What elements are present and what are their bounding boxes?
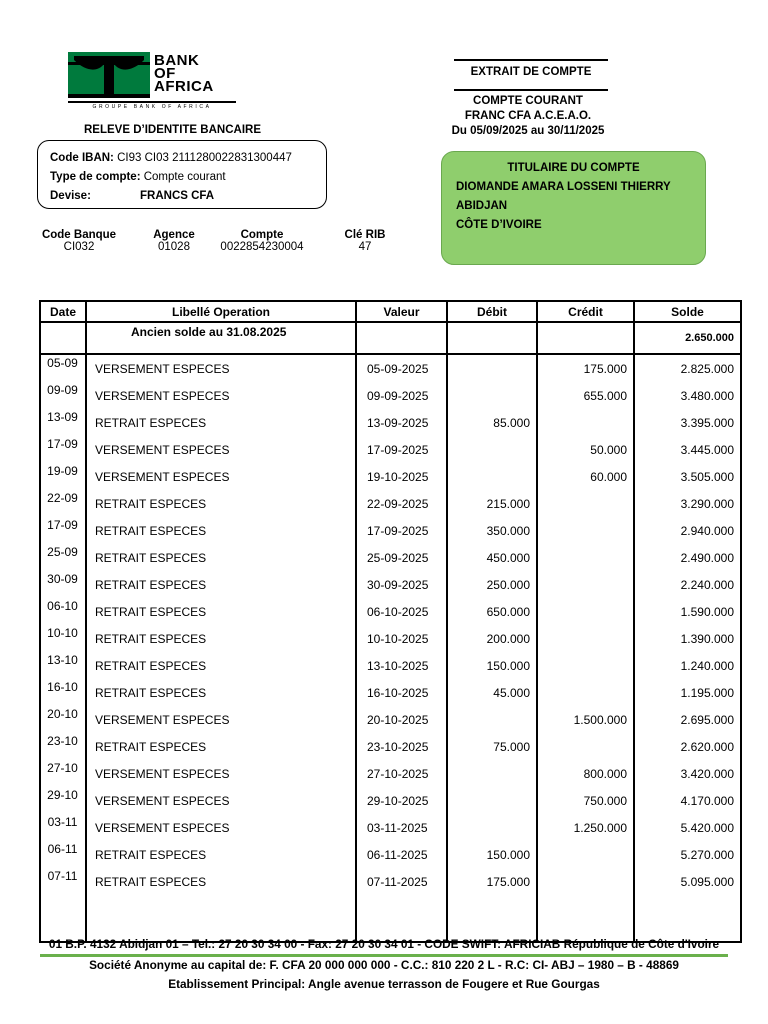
table-row <box>40 490 741 517</box>
tx-value-date: 13-09-2025 <box>356 409 447 436</box>
code-banque-label: Code Banque <box>41 229 117 241</box>
tx-balance: 2.240.000 <box>634 571 741 598</box>
table-row <box>40 598 741 625</box>
tx-date: 10-10 <box>40 625 86 652</box>
tx-date: 13-09 <box>40 409 86 436</box>
tx-debit: 85.000 <box>447 409 537 436</box>
tx-label: VERSEMENT ESPECES <box>86 706 356 733</box>
table-row <box>40 679 741 706</box>
rib-agence <box>146 229 202 253</box>
table-row <box>40 625 741 652</box>
tx-credit <box>537 733 634 760</box>
tx-debit <box>447 382 537 409</box>
opening-balance-value: 2.650.000 <box>634 322 741 354</box>
table-empty-row <box>40 895 741 942</box>
tx-label: VERSEMENT ESPECES <box>86 463 356 490</box>
iban-label: Code IBAN: <box>50 152 114 164</box>
tx-value-date: 06-10-2025 <box>356 598 447 625</box>
table-header-row <box>40 301 741 322</box>
tx-balance: 3.445.000 <box>634 436 741 463</box>
tx-debit <box>447 354 537 382</box>
bank-name-line: AFRICA <box>154 78 214 95</box>
footer-divider <box>40 954 728 957</box>
tx-credit: 1.500.000 <box>537 706 634 733</box>
tx-label: RETRAIT ESPECES <box>86 841 356 868</box>
account-kind: COMPTE COURANT <box>473 95 583 107</box>
bank-name-line: BANK <box>154 52 200 69</box>
tx-balance: 2.695.000 <box>634 706 741 733</box>
bank-group: GROUPE BANK OF AFRICA <box>92 104 212 110</box>
tx-credit <box>537 652 634 679</box>
tx-credit <box>537 679 634 706</box>
iban-value: CI93 CI03 2111280022831300447 <box>117 152 292 164</box>
footer-legal: Société Anonyme au capital de: F. CFA 20 000 000 000 - C.C.: 810 220 2 L - R.C: CI- ABJ – 1980 – B - 48869 <box>89 958 679 972</box>
tx-date: 29-10 <box>40 787 86 814</box>
tx-balance: 1.240.000 <box>634 652 741 679</box>
tx-credit <box>537 598 634 625</box>
table-row <box>40 463 741 490</box>
cle-label: Clé RIB <box>344 229 386 241</box>
tx-date: 19-09 <box>40 463 86 490</box>
tx-label: RETRAIT ESPECES <box>86 625 356 652</box>
col-header-solde: Solde <box>634 301 741 322</box>
holder-title: TITULAIRE DU COMPTE <box>507 162 640 174</box>
footer-contact: 01 B.P. 4132 Abidjan 01 – Tel.: 27 20 30 34 00 - Fax: 27 20 30 34 01 - CODE SWIFT: AFRICIAB République de Côte d'Ivoire <box>48 937 720 951</box>
tx-date: 20-10 <box>40 706 86 733</box>
table-row <box>40 436 741 463</box>
tx-balance: 3.420.000 <box>634 760 741 787</box>
tx-debit <box>447 436 537 463</box>
tx-balance: 3.505.000 <box>634 463 741 490</box>
rib-code-banque <box>40 229 118 253</box>
tx-value-date: 09-09-2025 <box>356 382 447 409</box>
bank-name-line: OF <box>154 65 176 82</box>
table-row <box>40 409 741 436</box>
tx-value-date: 17-09-2025 <box>356 517 447 544</box>
holder-name: DIOMANDE AMARA LOSSENI THIERRY <box>456 181 671 193</box>
tx-debit <box>447 760 537 787</box>
col-header-credit: Crédit <box>537 301 634 322</box>
tx-value-date: 05-09-2025 <box>356 354 447 382</box>
footer-address: Etablissement Principal: Angle avenue terrasson de Fougere et Rue Gourgas <box>168 977 600 991</box>
tx-label: VERSEMENT ESPECES <box>86 760 356 787</box>
table-row <box>40 787 741 814</box>
account-holder-box <box>441 151 706 265</box>
tx-credit: 175.000 <box>537 354 634 382</box>
table-row <box>40 814 741 841</box>
tx-credit <box>537 490 634 517</box>
statement-info <box>430 94 626 139</box>
tx-value-date: 29-10-2025 <box>356 787 447 814</box>
logo-divider <box>68 101 236 103</box>
tx-value-date: 30-09-2025 <box>356 571 447 598</box>
tx-credit <box>537 625 634 652</box>
tx-value-date: 23-10-2025 <box>356 733 447 760</box>
tx-label: VERSEMENT ESPECES <box>86 354 356 382</box>
tx-debit: 150.000 <box>447 652 537 679</box>
tx-value-date: 07-11-2025 <box>356 868 447 895</box>
tx-value-date: 25-09-2025 <box>356 544 447 571</box>
tx-value-date: 13-10-2025 <box>356 652 447 679</box>
tx-value-date: 10-10-2025 <box>356 625 447 652</box>
col-header-date: Date <box>40 301 86 322</box>
tx-balance: 1.590.000 <box>634 598 741 625</box>
holder-city: ABIDJAN <box>456 200 508 212</box>
tx-debit: 200.000 <box>447 625 537 652</box>
tx-debit <box>447 787 537 814</box>
tx-credit <box>537 868 634 895</box>
tx-balance: 5.270.000 <box>634 841 741 868</box>
title-rule-top <box>454 59 608 61</box>
tx-date: 17-09 <box>40 436 86 463</box>
tx-debit <box>447 706 537 733</box>
tx-balance: 4.170.000 <box>634 787 741 814</box>
tx-value-date: 20-10-2025 <box>356 706 447 733</box>
tx-label: RETRAIT ESPECES <box>86 733 356 760</box>
table-row <box>40 652 741 679</box>
tx-value-date: 16-10-2025 <box>356 679 447 706</box>
tx-credit: 1.250.000 <box>537 814 634 841</box>
opening-balance-label: Ancien solde au 31.08.2025 <box>86 322 356 354</box>
table-row <box>40 571 741 598</box>
holder-country: CÔTE D’IVOIRE <box>456 219 542 231</box>
transactions-table <box>39 300 742 943</box>
tx-debit: 450.000 <box>447 544 537 571</box>
tx-label: VERSEMENT ESPECES <box>86 787 356 814</box>
tx-date: 25-09 <box>40 544 86 571</box>
tx-balance: 2.620.000 <box>634 733 741 760</box>
code-banque-value: CI032 <box>63 241 95 253</box>
bank-name <box>154 54 214 93</box>
tx-date: 23-10 <box>40 733 86 760</box>
table-row <box>40 841 741 868</box>
tx-balance: 5.420.000 <box>634 814 741 841</box>
tx-credit <box>537 571 634 598</box>
tx-date: 05-09 <box>40 354 86 382</box>
table-row <box>40 354 741 382</box>
tx-date: 07-11 <box>40 868 86 895</box>
tx-debit: 215.000 <box>447 490 537 517</box>
tx-balance: 3.480.000 <box>634 382 741 409</box>
tx-balance: 2.940.000 <box>634 517 741 544</box>
statement-currency: FRANC CFA A.C.E.A.O. <box>464 110 592 122</box>
col-header-debit: Débit <box>447 301 537 322</box>
opening-balance-row <box>40 322 741 354</box>
tx-value-date: 27-10-2025 <box>356 760 447 787</box>
tx-date: 09-09 <box>40 382 86 409</box>
rib-compte <box>212 229 312 253</box>
tx-value-date: 22-09-2025 <box>356 490 447 517</box>
table-row <box>40 733 741 760</box>
tx-debit: 175.000 <box>447 868 537 895</box>
tx-value-date: 19-10-2025 <box>356 463 447 490</box>
statement-title: EXTRAIT DE COMPTE <box>470 66 592 78</box>
compte-value: 0022854230004 <box>220 241 304 253</box>
tx-credit: 60.000 <box>537 463 634 490</box>
col-header-libelle: Libellé Operation <box>86 301 356 322</box>
bank-logo-icon <box>68 52 150 98</box>
currency-label: Devise: <box>50 190 91 202</box>
tx-label: RETRAIT ESPECES <box>86 598 356 625</box>
tx-label: RETRAIT ESPECES <box>86 409 356 436</box>
title-rule-bottom <box>454 89 608 91</box>
tx-credit: 50.000 <box>537 436 634 463</box>
tx-date: 06-11 <box>40 841 86 868</box>
tx-credit: 655.000 <box>537 382 634 409</box>
tx-date: 16-10 <box>40 679 86 706</box>
tx-value-date: 03-11-2025 <box>356 814 447 841</box>
table-row <box>40 544 741 571</box>
rib-cle <box>340 229 390 253</box>
tx-debit: 150.000 <box>447 841 537 868</box>
tx-value-date: 06-11-2025 <box>356 841 447 868</box>
tx-debit <box>447 463 537 490</box>
tx-label: RETRAIT ESPECES <box>86 679 356 706</box>
tx-label: RETRAIT ESPECES <box>86 490 356 517</box>
tx-balance: 5.095.000 <box>634 868 741 895</box>
table-row <box>40 706 741 733</box>
rib-identity-box <box>37 140 327 209</box>
tx-balance: 1.390.000 <box>634 625 741 652</box>
tx-debit: 350.000 <box>447 517 537 544</box>
cle-value: 47 <box>358 241 372 253</box>
tx-debit: 75.000 <box>447 733 537 760</box>
agence-label: Agence <box>153 229 195 241</box>
tx-date: 13-10 <box>40 652 86 679</box>
tx-date: 27-10 <box>40 760 86 787</box>
tx-date: 06-10 <box>40 598 86 625</box>
compte-label: Compte <box>240 229 284 241</box>
table-row <box>40 517 741 544</box>
tx-balance: 3.395.000 <box>634 409 741 436</box>
table-row <box>40 382 741 409</box>
tx-debit: 250.000 <box>447 571 537 598</box>
tx-credit <box>537 517 634 544</box>
tx-credit <box>537 544 634 571</box>
tx-date: 30-09 <box>40 571 86 598</box>
tx-credit: 750.000 <box>537 787 634 814</box>
statement-period: Du 05/09/2025 au 30/11/2025 <box>451 125 605 137</box>
tx-label: RETRAIT ESPECES <box>86 544 356 571</box>
currency-value: FRANCS CFA <box>140 190 215 202</box>
col-header-valeur: Valeur <box>356 301 447 322</box>
tx-date: 17-09 <box>40 517 86 544</box>
tx-balance: 3.290.000 <box>634 490 741 517</box>
tx-balance: 2.490.000 <box>634 544 741 571</box>
tx-credit <box>537 409 634 436</box>
tx-label: VERSEMENT ESPECES <box>86 814 356 841</box>
tx-label: RETRAIT ESPECES <box>86 652 356 679</box>
tx-label: RETRAIT ESPECES <box>86 868 356 895</box>
tx-date: 03-11 <box>40 814 86 841</box>
tx-label: RETRAIT ESPECES <box>86 517 356 544</box>
account-type-value: Compte courant <box>143 171 226 183</box>
tx-label: VERSEMENT ESPECES <box>86 382 356 409</box>
rib-title: RELEVE D’IDENTITE BANCAIRE <box>84 124 261 136</box>
tx-balance: 2.825.000 <box>634 354 741 382</box>
account-type-label: Type de compte: <box>50 171 141 183</box>
tx-debit: 650.000 <box>447 598 537 625</box>
table-row <box>40 760 741 787</box>
agence-value: 01028 <box>158 241 190 253</box>
tx-label: VERSEMENT ESPECES <box>86 436 356 463</box>
tx-debit: 45.000 <box>447 679 537 706</box>
tx-credit <box>537 841 634 868</box>
tx-debit <box>447 814 537 841</box>
table-row <box>40 868 741 895</box>
tx-value-date: 17-09-2025 <box>356 436 447 463</box>
tx-label: RETRAIT ESPECES <box>86 571 356 598</box>
tx-credit: 800.000 <box>537 760 634 787</box>
tx-date: 22-09 <box>40 490 86 517</box>
tx-balance: 1.195.000 <box>634 679 741 706</box>
